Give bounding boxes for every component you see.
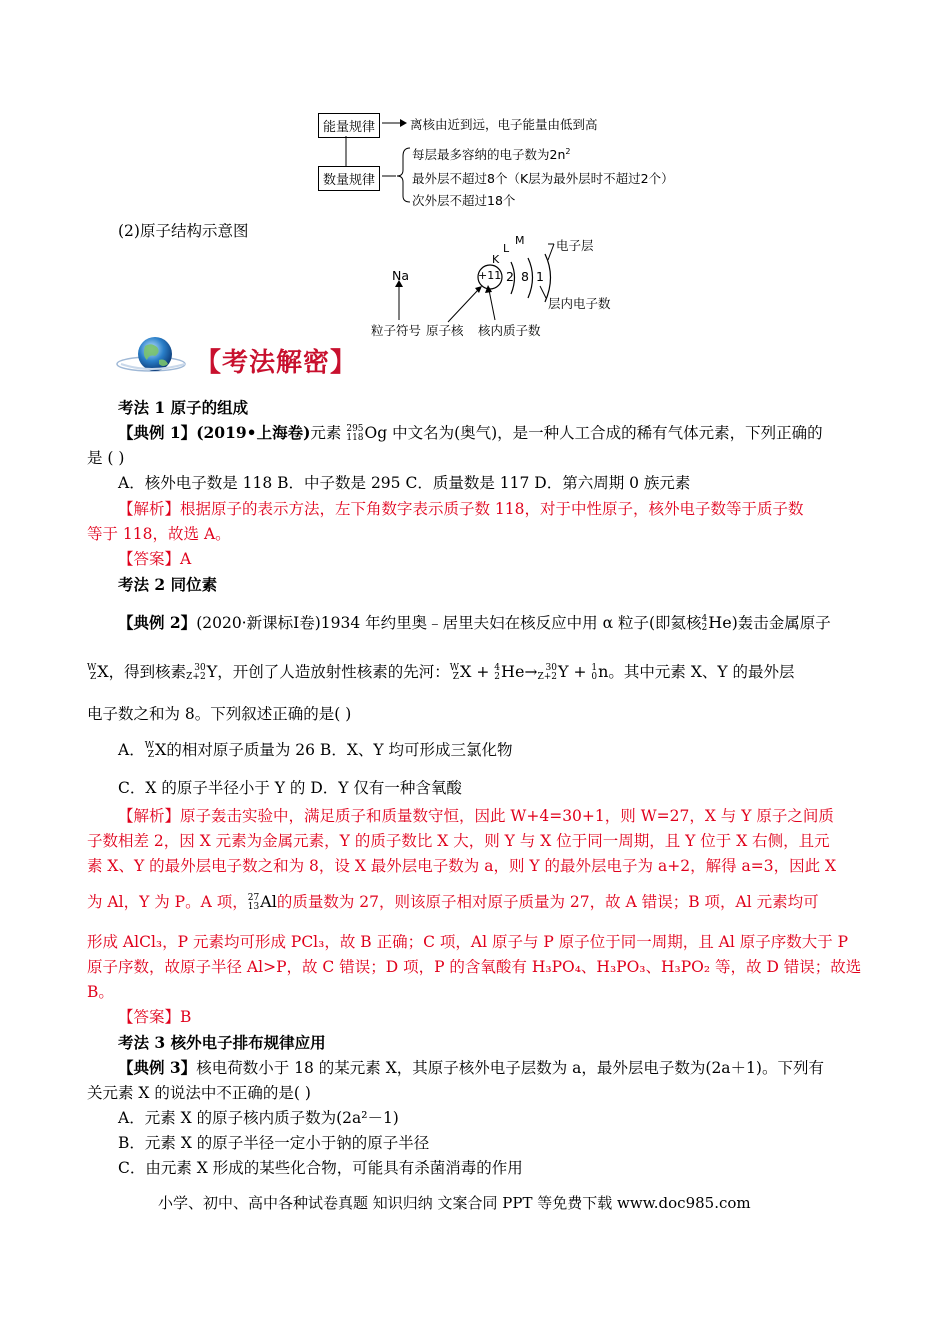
shell-m-electrons: 1	[536, 269, 544, 284]
k2-analysis-line2: 子数相差 2，因 X 元素为金属元素，Y 的质子数比 X 大，则 Y 与 X 位于同一周期，且 Y 位于 X 右侧，且元	[87, 832, 830, 850]
shell-label-m: M	[515, 234, 525, 247]
particle-symbol-na: Na	[392, 268, 410, 283]
k1-analysis-line2: 等于 118，故选 A。	[87, 525, 231, 543]
label-electron-layer: 电子层	[556, 238, 594, 253]
nucleus-charge: +11	[478, 269, 502, 282]
k2-example-line3: 电子数之和为 8。下列叙述正确的是( )	[87, 705, 352, 723]
k3-title: 考法 3 核外电子排布规律应用	[118, 1033, 326, 1052]
shell-k-electrons: 2	[506, 269, 514, 284]
k2-example-line2: W Z X，得到核素 30 Z+2 Y，开创了人造放射性核素的先河： W Z X + 4 2 He→ 30 Z+2 Y + 1 0 n。其中元素 X、Y 的最外层	[87, 662, 795, 682]
label-layer-electrons: 层内电子数	[548, 296, 611, 311]
k3-option-b: B．元素 X 的原子半径一定小于钠的原子半径	[118, 1134, 430, 1152]
energy-rule-desc: 离核由近到远，电子能量由低到高	[410, 117, 598, 132]
section-heading: 【考法解密】	[195, 348, 358, 378]
k2-analysis-line5: 形成 AlCl₃，P 元素均可形成 PCl₃，故 B 正确；C 项，Al 原子与 P 原子位于同一周期，且 Al 原子序数大于 P	[87, 933, 849, 951]
shell-label-k: K	[492, 253, 500, 266]
label-atomic-nucleus: 原子核	[426, 323, 464, 338]
number-rule-item-1: 每层最多容纳的电子数为$2n^2$	[412, 146, 571, 162]
k3-option-a: A．元素 X 的原子核内质子数为(2a²－1)	[118, 1109, 399, 1127]
section-label-atomic-structure: (2)原子结构示意图	[118, 222, 249, 240]
k3-example-line2: 关元素 X 的说法中不正确的是( )	[87, 1084, 311, 1102]
k2-option-a-b: A． W Z X的相对原子质量为 26 B．X、Y 均可形成三氯化物	[118, 740, 513, 760]
k2-analysis-line3: 素 X、Y 的最外层电子数之和为 8，设 X 最外层电子数为 a，则 Y 的最外层电子为 a+2，解得 a=3，因此 X	[87, 857, 837, 875]
number-rule-item-3: 次外层不超过18个	[412, 193, 516, 208]
shell-l-electrons: 8	[521, 269, 529, 284]
k1-answer: 【答案】A	[118, 550, 192, 568]
k2-title: 考法 2 同位素	[118, 575, 218, 594]
label-particle-symbol: 粒子符号	[371, 323, 422, 338]
shell-label-l: L	[503, 242, 510, 255]
k2-analysis-line7: B。	[87, 983, 114, 1001]
number-rule-item-2: 最外层不超过8个（K层为最外层时不超过2个）	[412, 171, 674, 186]
number-rule-box: 数量规律	[318, 166, 380, 191]
k2-analysis-line6: 原子序数，故原子半径 Al>P，故 C 错误；D 项，P 的含氧酸有 H₃PO₄、H₃PO₃、H₃PO₂ 等，故 D 错误；故选	[87, 958, 862, 976]
k1-analysis-line1: 【解析】根据原子的表示方法，左下角数字表示质子数 118，对于中性原子，核外电子数等于质子数	[118, 500, 804, 518]
globe-icon	[113, 334, 193, 378]
k1-title: 考法 1 原子的组成	[118, 398, 249, 417]
k2-example-line1: 【典例 2】(2020·新课标Ⅰ卷)1934 年约里奥﹣居里夫妇在核反应中用 α 粒子(即氦核 4 2 He)轰击金属原子	[118, 613, 831, 633]
k1-options: A．核外电子数是 118 B．中子数是 295 C．质量数是 117 D．第六周期 0 族元素	[118, 474, 691, 492]
k2-analysis-line4: 为 Al，Y 为 P。A 项， 27 13 Al的质量数为 27，则该原子相对原子质量为 27，故 A 错误；B 项，Al 元素均可	[87, 892, 819, 912]
k1-example-line1: 【典例 1】(2019•上海卷)元素 295 118 Og 中文名为(奥气)，是一种人工合成的稀有气体元素，下列正确的	[118, 423, 823, 443]
energy-rule-box: 能量规律	[318, 113, 380, 138]
k3-option-c: C．由元素 X 形成的某些化合物，可能具有杀菌消毒的作用	[118, 1159, 523, 1177]
k2-analysis-line1: 【解析】原子轰击实验中，满足质子和质量数守恒，因此 W+4=30+1，则 W=27，X 与 Y 原子之间质	[118, 807, 834, 825]
k2-answer: 【答案】B	[118, 1008, 192, 1026]
k1-example-line2: 是 ( )	[87, 449, 125, 467]
diagram1-lines	[0, 0, 950, 220]
og-nuclide: 295 118	[346, 424, 364, 443]
k3-example-line1: 【典例 3】核电荷数小于 18 的某元素 X，其原子核外电子层数为 a，最外层电子数为(2a＋1)。下列有	[118, 1058, 824, 1077]
label-protons: 核内质子数	[478, 323, 541, 338]
k2-option-c-d: C．X 的原子半径小于 Y 的 D．Y 仅有一种含氧酸	[118, 779, 462, 797]
page-footer: 小学、初中、高中各种试卷真题 知识归纳 文案合同 PPT 等免费下载 www.doc985.com	[158, 1194, 751, 1212]
